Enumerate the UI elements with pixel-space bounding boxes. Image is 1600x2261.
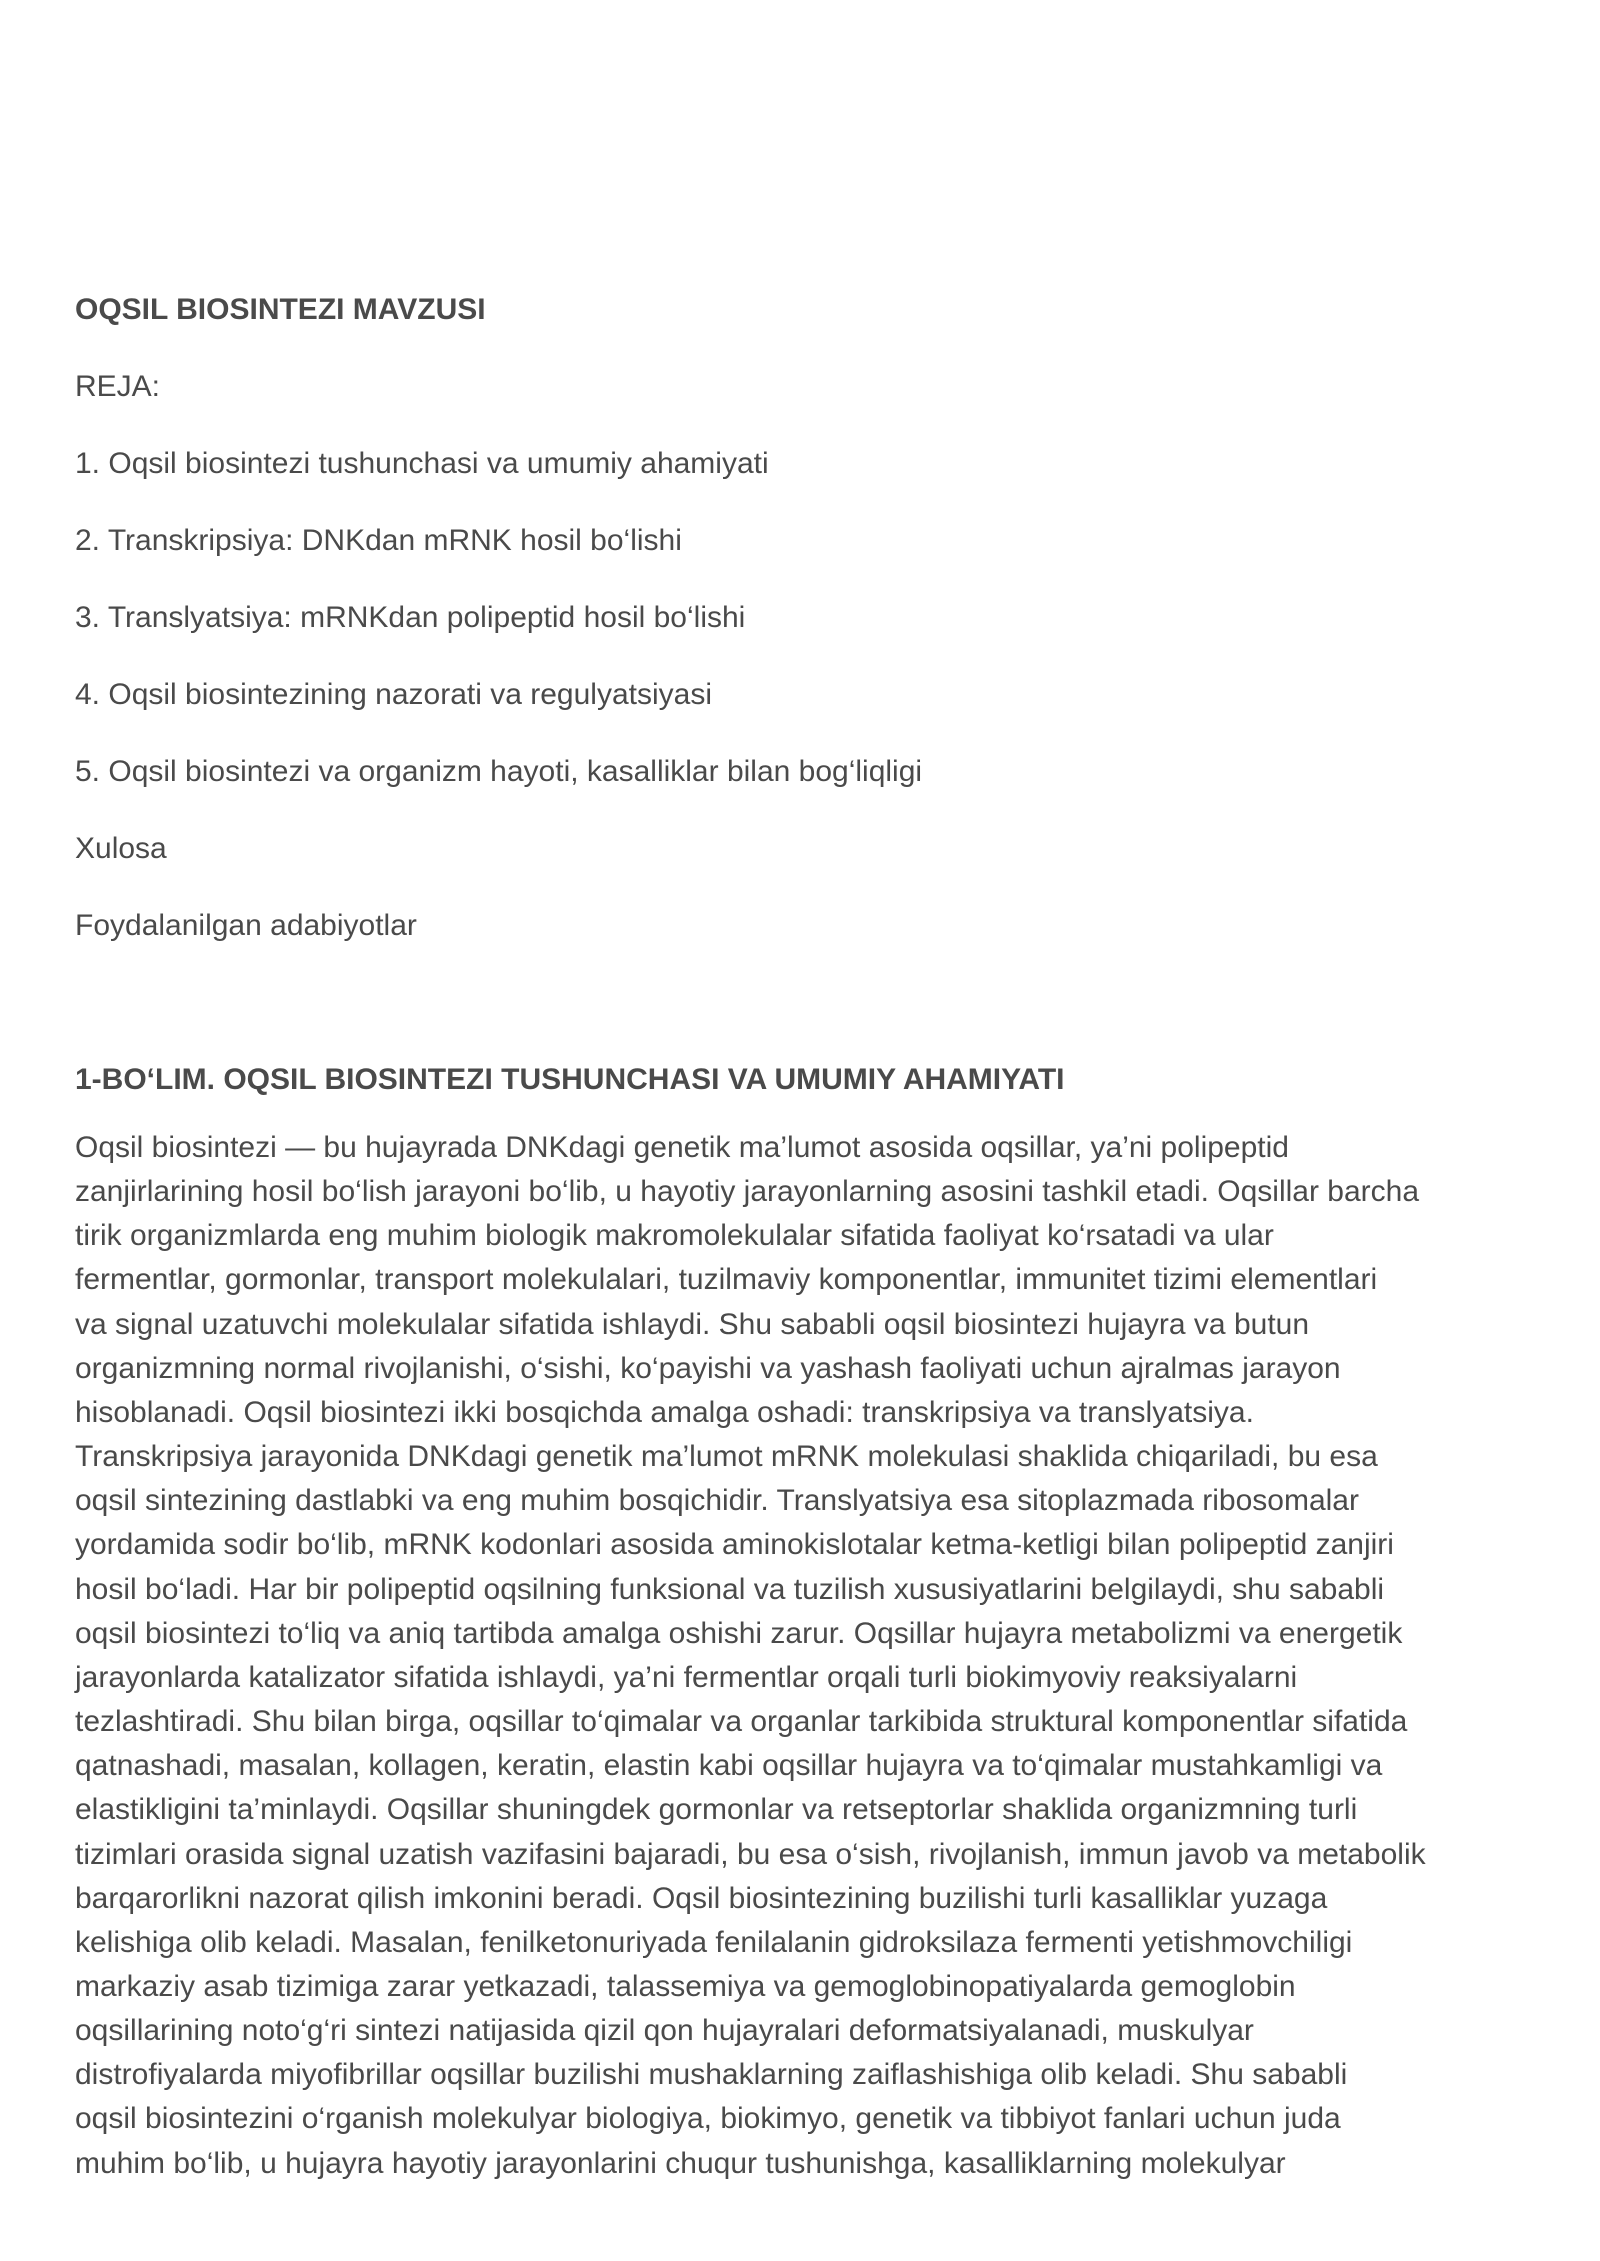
plan-item: 1. Oqsil biosintezi tushunchasi va umumiy ahamiyati [75, 447, 769, 480]
paragraph-line: oqsillarining noto‘g‘ri sintezi natijasida qizil qon hujayralari deformatsiyalanadi, muskulyar [75, 2014, 1254, 2048]
paragraph-line: jarayonlarda katalizator sifatida ishlaydi, ya’ni fermentlar orqali turli biokimyoviy reaksiyalarni [75, 1660, 1298, 1694]
plan-item: 5. Oqsil biosintezi va organizm hayoti, kasalliklar bilan bog‘liqligi [75, 755, 923, 788]
document-title: OQSIL BIOSINTEZI MAVZUSI [75, 293, 486, 326]
paragraph-line: oqsil biosintezini o‘rganish molekulyar biologiya, biokimyo, genetik va tibbiyot fanlari uchun juda [75, 2102, 1341, 2136]
paragraph-line: muhim bo‘lib, u hujayra hayotiy jarayonlarini chuqur tushunishga, kasalliklarning molekulyar [75, 2146, 1286, 2180]
paragraph-line: oqsil sintezining dastlabki va eng muhim bosqichidir. Translyatsiya esa sitoplazmada ribosomalar [75, 1484, 1359, 1518]
paragraph-line: tizimlari orasida signal uzatish vazifasini bajaradi, bu esa o‘sish, rivojlanish, immun javob va metabolik [75, 1837, 1426, 1871]
paragraph-line: hosil bo‘ladi. Har bir polipeptid oqsilning funksional va tuzilish xususiyatlarini belgilaydi, shu sababli [75, 1572, 1385, 1606]
paragraph-line: hisoblanadi. Oqsil biosintezi ikki bosqichda amalga oshadi: transkripsiya va translyatsiya. [75, 1395, 1254, 1429]
section-heading: 1-BO‘LIM. OQSIL BIOSINTEZI TUSHUNCHASI VA UMUMIY AHAMIYATI [75, 1063, 1065, 1096]
paragraph-line: Oqsil biosintezi — bu hujayrada DNKdagi genetik ma’lumot asosida oqsillar, ya’ni polipeptid [75, 1131, 1289, 1164]
plan-item: 4. Oqsil biosintezining nazorati va regulyatsiyasi [75, 678, 712, 711]
paragraph-line: markaziy asab tizimiga zarar yetkazadi, talassemiya va gemoglobinopatiyalarda gemoglobin [75, 1969, 1296, 2003]
references-label: Foydalanilgan adabiyotlar [75, 909, 417, 942]
paragraph-line: kelishiga olib keladi. Masalan, fenilketonuriyada fenilalanin gidroksilaza fermenti yetishmovchiligi [75, 1925, 1353, 1959]
paragraph-line: Transkripsiya jarayonida DNKdagi genetik ma’lumot mRNK molekulasi shaklida chiqariladi, bu esa [75, 1440, 1378, 1474]
section-body-paragraph [75, 1126, 1535, 2186]
paragraph-line: elastikligini ta’minlaydi. Oqsillar shuningdek gormonlar va retseptorlar shaklida organizmning turli [75, 1793, 1358, 1827]
plan-item: 2. Transkripsiya: DNKdan mRNK hosil bo‘lishi [75, 524, 682, 557]
plan-list [75, 446, 1535, 790]
paragraph-line: oqsil biosintezi to‘liq va aniq tartibda amalga oshishi zarur. Oqsillar hujayra metabolizmi va energetik [75, 1616, 1403, 1650]
plan-heading: REJA: [75, 370, 161, 403]
paragraph-line: yordamida sodir bo‘lib, mRNK kodonlari asosida aminokislotalar ketma-ketligi bilan polipeptid zanjiri [75, 1528, 1394, 1562]
paragraph-line: barqarorlikni nazorat qilish imkonini beradi. Oqsil biosintezining buzilishi turli kasalliklar yuzaga [75, 1881, 1328, 1915]
paragraph-line: va signal uzatuvchi molekulalar sifatida ishlaydi. Shu sababli oqsil biosintezi hujayra va butun [75, 1307, 1310, 1341]
plan-item: 3. Translyatsiya: mRNKdan polipeptid hosil bo‘lishi [75, 601, 746, 634]
paragraph-line: organizmning normal rivojlanishi, o‘sishi, ko‘payishi va yashash faoliyati uchun ajralmas jarayon [75, 1351, 1341, 1385]
paragraph-line: fermentlar, gormonlar, transport molekulalari, tuzilmaviy komponentlar, immunitet tizimi elementlari [75, 1263, 1378, 1297]
paragraph-line: distrofiyalarda miyofibrillar oqsillar buzilishi mushaklarning zaiflashishiga olib keladi. Shu sababli [75, 2058, 1348, 2092]
paragraph-line: zanjirlarining hosil bo‘lish jarayoni bo‘lib, u hayotiy jarayonlarning asosini tashkil etadi. Oqsillar barcha [75, 1175, 1420, 1209]
paragraph-line: qatnashadi, masalan, kollagen, keratin, elastin kabi oqsillar hujayra va to‘qimalar mustahkamligi va [75, 1749, 1383, 1783]
document-page [75, 292, 1535, 2186]
paragraph-line: tirik organizmlarda eng muhim biologik makromolekulalar sifatida faoliyat ko‘rsatadi va ular [75, 1219, 1274, 1253]
paragraph-line: tezlashtiradi. Shu bilan birga, oqsillar to‘qimalar va organlar tarkibida struktural komponentlar sifatida [75, 1705, 1408, 1739]
conclusion-label: Xulosa [75, 832, 167, 865]
